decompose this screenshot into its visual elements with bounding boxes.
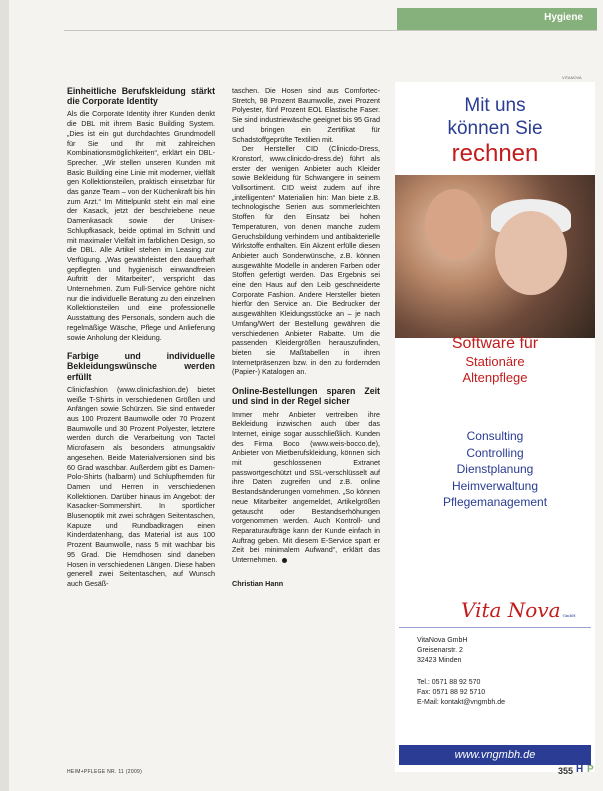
list-item: Controlling [466,445,524,460]
end-mark-icon [282,558,287,563]
ad-contact-block [417,636,505,708]
ad-software-title: Software für Stationäre Altenpflege [451,335,539,385]
paragraph: Als die Corporate Identity ihrer Kunden denkt die DBL mit ihrem Basic Building System. „Dies ist ein gut durchdachtes Grundmodell für Sie und Ihr mit zahlreichen Kombinationsmöglichkeiten“, erklärt ein DBL-Sprecher. „Wir stellen unseren Kunden mit Basic Building eine Linie mit moderner, vielfält gen Kollektionsteilen, praktisch einsetzbar für das ganze Team – von der Küchenkraft bis hin zum Arzt.“ Im Mittelpunkt steht ein mal eine der Kasack, jetzt der beschriebene neue Damenkasack sowie der Unisex-Schlupfkasack, beide optimal im Schnitt und mit maximaler Vielfalt im farblichen Design, so die DBL. Alle Artikel stehen im Leasing zur Verfügung. „Was gewährleistet den dauerhaft gepflegten und hygienisch einwandfreien Auftritt der Mitarbeiter“, verspricht das Unternehmen. Zum Full-Service gehöre nicht nur die individuelle Beratung zu den einzelnen Kollektionsteilen und eine professionelle Ausstattung des Personals, sondern auch die regelmäßige Wäsche, Pflege und Anlieferung sowie Anholung der Kleidung. [67,109,215,342]
ad-divider [399,627,591,628]
brand-logo-h: H [576,764,584,775]
elderly-face [495,211,567,295]
article-column-2 [232,86,380,588]
journal-footer: HEIM+PFLEGE NR. 11 (2009) [67,769,143,775]
header-rule [64,30,597,31]
article-column-1 [67,86,215,589]
email[interactable]: E-Mail: kontakt@vngmbh.de [417,699,506,706]
subheading: Online-Bestellungen sparen Zeit und sind in der Regel sicher [232,386,380,407]
ad-photo [395,175,595,338]
list-item: Consulting [466,429,524,443]
list-item: Pflegemanagement [442,495,548,509]
page-gutter [0,0,9,791]
list-item: Dienstplanung [456,462,534,476]
list-item: Heimverwaltung [451,478,539,493]
paragraph: taschen. Die Hosen sind aus Comfortec-Stretch, 98 Prozent Baumwolle, zwei Prozent Polyester, fünf Prozent EOL Elastische Faser. Sie sind industriewäsche geeignet bis 95 Grad und bringen ein Zertifikat für Schadstoffgeprüfte Textilien mit. [232,86,380,144]
caregiver-face [425,189,483,259]
page-number: 355 [558,766,574,776]
company-name: VitaNova GmbH [417,637,468,644]
ad-headline: Mit uns können Sie rechnen [447,95,543,167]
author-name: Christian Hann [232,578,284,588]
advertisement [395,82,595,772]
city: 32423 Minden [417,657,462,664]
paragraph: Immer mehr Anbieter vertreiben ihre Bekleidung inzwischen auch über das Internet, einige sogar ausschließlich. Kunden des Firma Boco (www.weis-bocco.de), Anbieter von Mietberufskleidung, können sich mit geschlossenen Extranet passwortgeschützt und SSL-verschlüsselt auf ihre Daten zugreifen und z.B. online Bestandsänderungen vornehmen. „So können neue Mitarbeiter angemeldet, Artikelgrößen getauscht oder Bestandserhöhungen vorgenommen werden. Auch Kontroll- und Reparaturaufträge kann der Kunde einfach in Auftrag geben. Mit diesem E-Service spart er Zeit bei minimalem Aufwand“, erklärt das Unternehmen. [232,409,380,565]
paragraph: Der Hersteller CID (Clinicdo-Dress, Kronstorf, www.clinicdo-dress.de) führt als erster der wenigen Anbieter auch Kleider sowie Bekleidung für Schwangere in seinem Vollsortiment. CID weist zudem auf ihre „intelligenten“ Materialien hin: Man biete z.B. technologische Serien aus sommerleichten Stoffen für den Einsatz bei hohen Temperaturen, von denen manche zudem Geruchsbildung verhindern und antibakterielle Wirkstoffe enthalten. Ein Akzent erfülle diesen Anbieter auch Sonderwünsche, z.B. können ausgewählte Modelle in anderen Farben oder Stoffen gefertigt werden. Das Ergebnis sei eine den Haus auf den Leib geschneiderte Corporate Fashion. Andere Hersteller bieten hierfür den Service an. Die Bedrucker der ausgewählten Kleidungsstücke an – je nach Umfang/Wert der Bestellung gewähren die verschiedenen Anbieter Rabatte. Um die passenden Kleidergrößen herauszufinden, bieten sie Maßtabellen in ihren Internetpräsenzen bzw. in den zu fordernden (Papier-) Katalogen an. [232,144,380,377]
section-label: Hygiene [544,12,583,23]
subheading: Einheitliche Berufskleidung stärkt die Corporate Identity [67,86,215,107]
brand-logo-p: P [587,764,594,775]
paragraph: Clinicfashion (www.clinicfashion.de) bietet weiße T-Shirts in verschiedenen Größen und Anfängen sowie Schürzen. Sie sind entweder aus 100 Prozent Baumwolle oder 70 Prozent Baumwolle und 30 Prozent Polyester, letztere werden durch die Verarbeitung von Tactel Microfasern als besonders atmungsaktiv angesehen. Beide Materialversionen sind bis 60 Grad waschbar. Außerdem gibt es Damen-Polo-Shirts (halbarm) und Schlupfhemden für Damen und Herren in verschiedenen Kollektionen. Darüber hinaus im Angebot: der Kasacker-Sommershirt. In sportlicher Blusenoptik mit zwei schrägen Seitentaschen, Kapuze und Rundbadkragen einen Kinderdatenhang, das Material ist aus 100 Prozent Baumwolle, nass 5 mit wachbar bis 95 Grad. Die Hemdhosen sind daneben Hosen in verschiedenen Längen. Diese haben generell zwei Seitentaschen, auf Wunsch auch Gesäß- [67,384,215,588]
phone: Tel.: 0571 88 92 570 [417,679,481,686]
subheading: Farbige und individuelle Bekleidungswünsche werden erfüllt [67,351,215,382]
ad-website-link[interactable]: www.vngmbh.de [399,745,591,765]
ad-services-list [395,428,595,511]
vitanova-logo: Vita Nova GmbH [461,598,576,622]
photo-credit: VITANOVA [562,75,582,80]
fax: Fax: 0571 88 92 5710 [417,689,486,696]
street: Greisenarstr. 2 [417,647,463,654]
section-header-bar [397,8,597,30]
